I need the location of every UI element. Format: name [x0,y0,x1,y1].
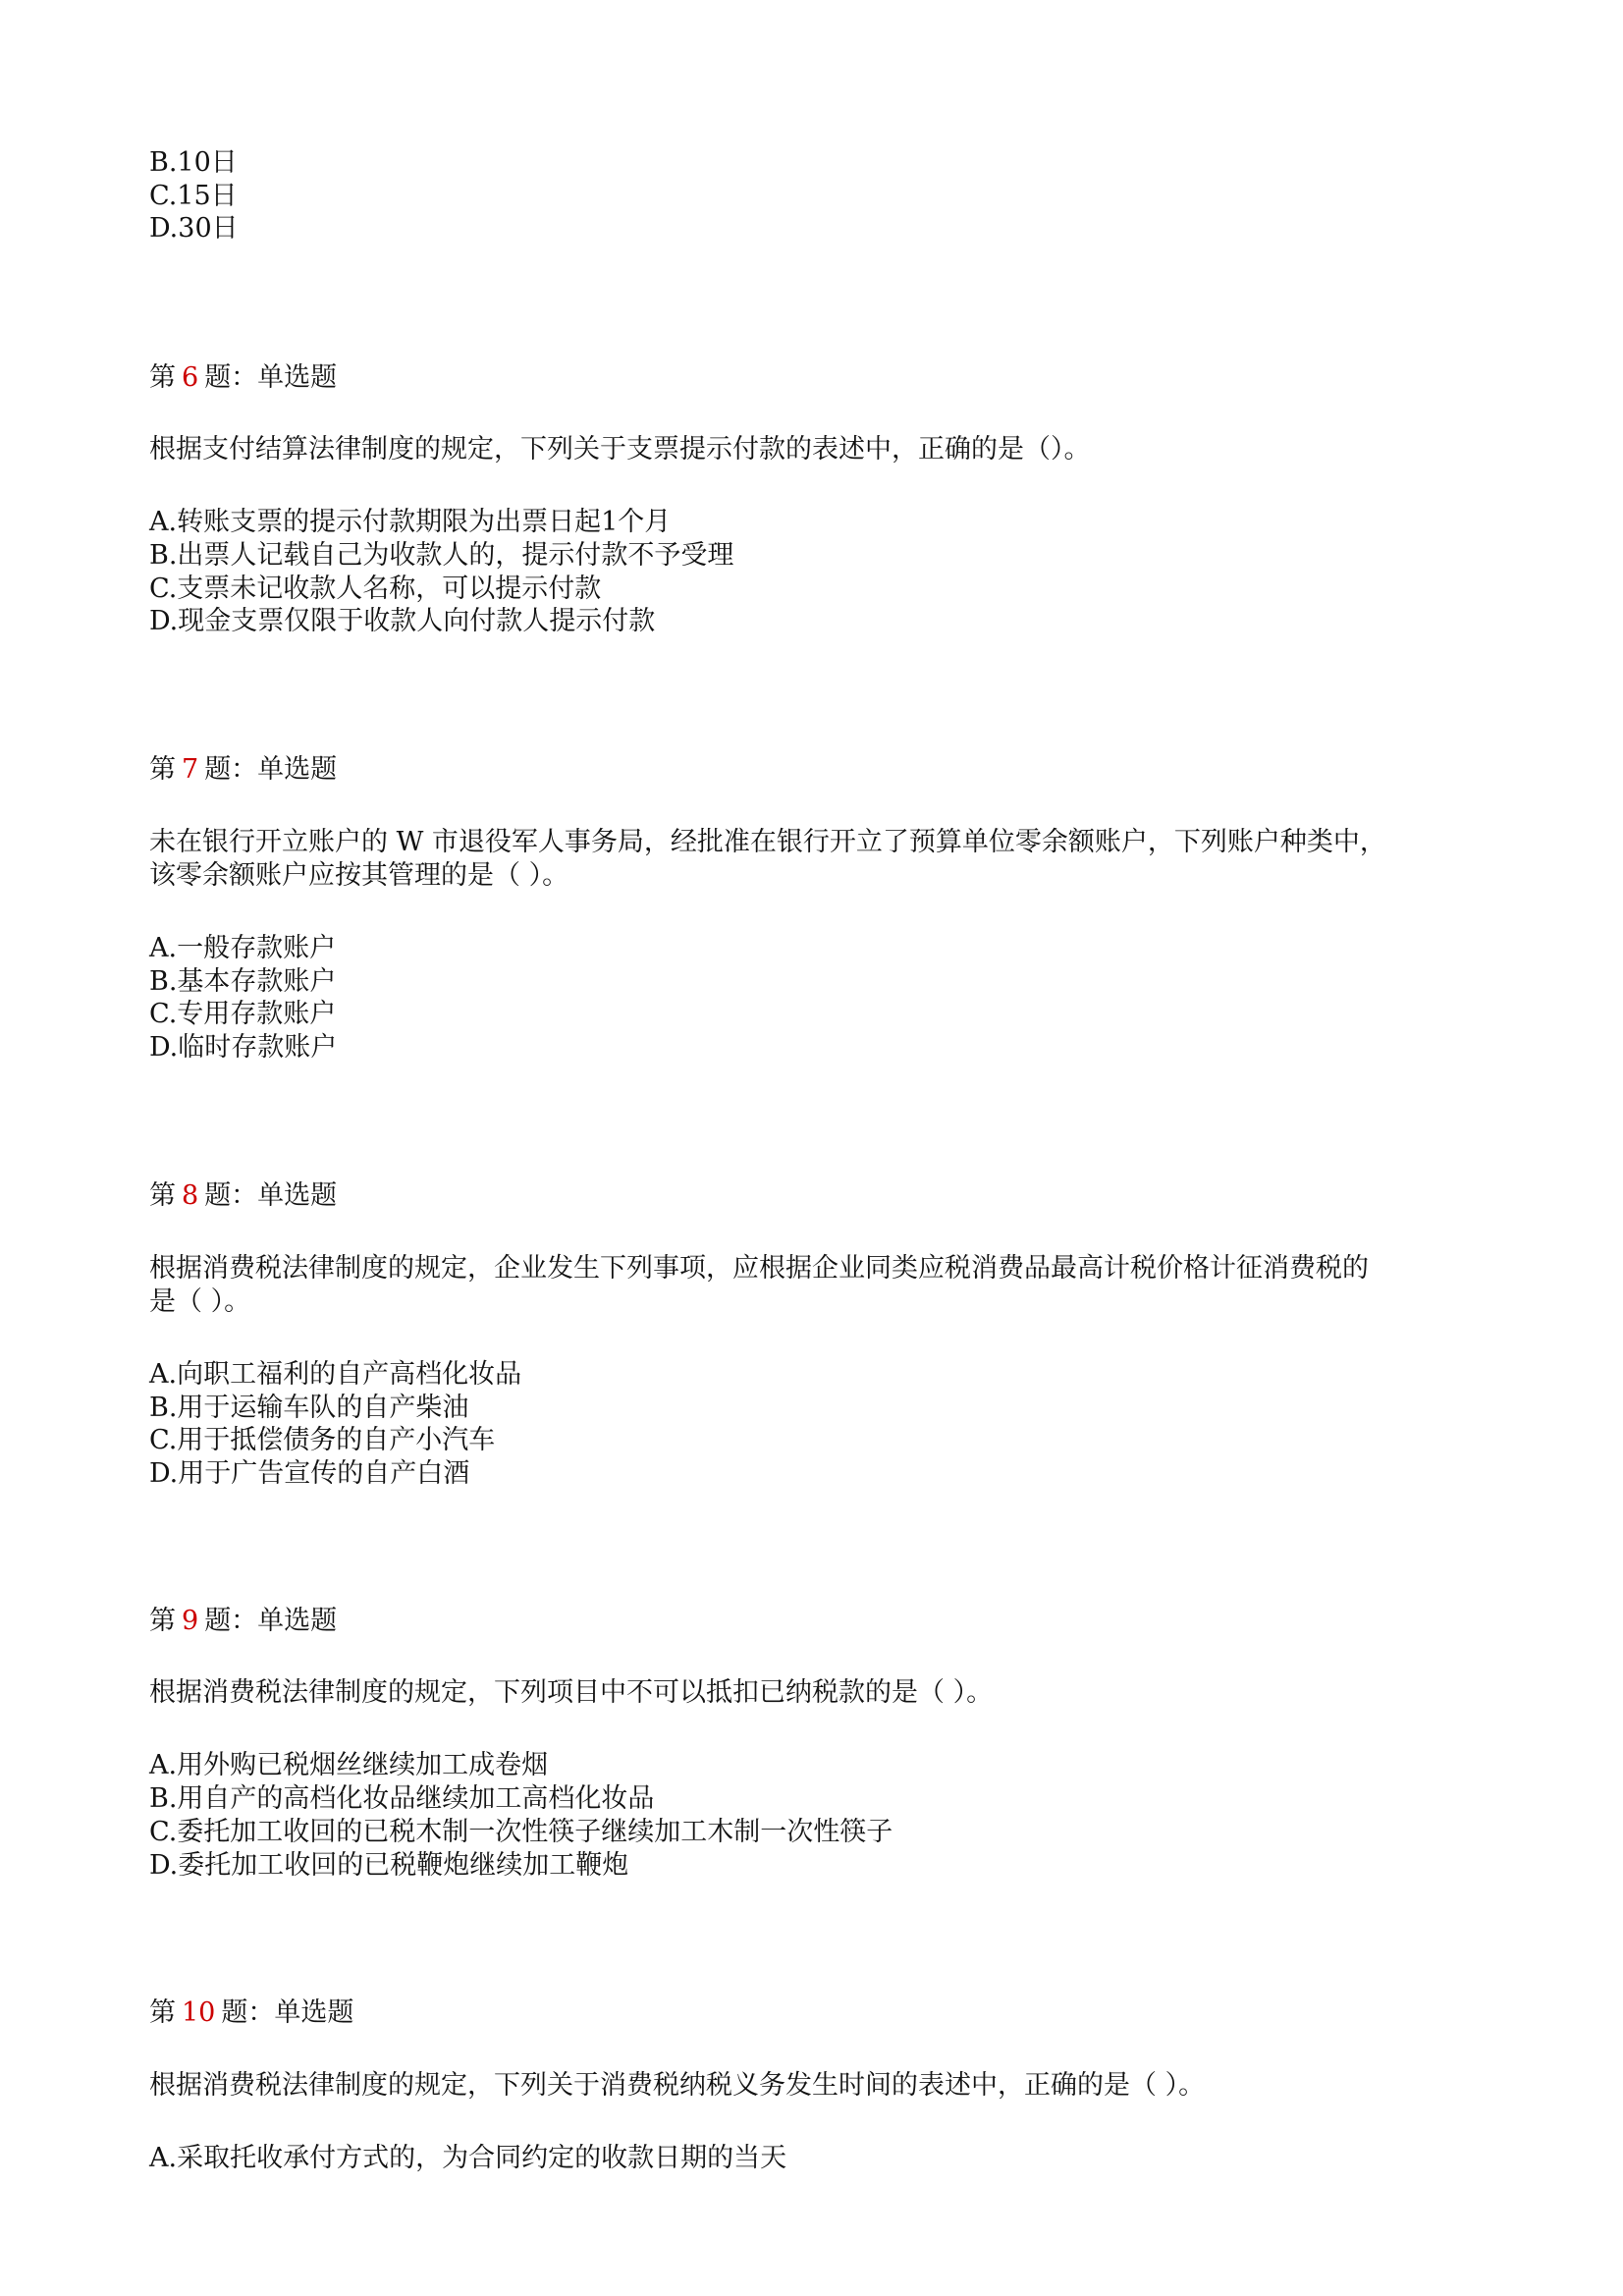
option: B.出票人记载自己为收款人的，提示付款不予受理 [149,540,734,571]
option: C.用于抵偿债务的自产小汽车 [149,1425,496,1455]
option: A.向职工福利的自产高档化妆品 [149,1359,522,1390]
question-number: 8 [182,1180,199,1211]
question-header [149,361,337,395]
question-header [149,1179,337,1213]
question-stem: 是（ ）。 [149,1286,251,1317]
question-number: 7 [182,754,199,785]
option: B.用自产的高档化妆品继续加工高档化妆品 [149,1783,655,1814]
question-header [149,753,337,787]
option: A.转账支票的提示付款期限为出票日起1个月 [149,507,672,537]
option: D.委托加工收回的已税鞭炮继续加工鞭炮 [149,1850,629,1881]
question-prefix: 第 [149,754,176,785]
question-prefix: 第 [149,1606,176,1636]
question-type: 题：单选题 [204,1180,338,1211]
question-type: 题：单选题 [204,754,338,785]
question-prefix: 第 [149,1997,176,2028]
question-number: 6 [182,362,199,393]
question-type: 题：单选题 [221,1997,354,2028]
question-stem: 根据消费税法律制度的规定，下列项目中不可以抵扣已纳税款的是（ ）。 [149,1677,994,1708]
question-prefix: 第 [149,1180,176,1211]
option: C.15日 [149,181,238,211]
question-stem: 根据消费税法律制度的规定，企业发生下列事项，应根据企业同类应税消费品最高计税价格计征消费税的 [149,1253,1369,1284]
option: C.委托加工收回的已税木制一次性筷子继续加工木制一次性筷子 [149,1817,893,1847]
option: A.一般存款账户 [149,933,337,963]
question-type: 题：单选题 [204,362,338,393]
question-number: 10 [182,1997,216,2028]
question-stem: 根据消费税法律制度的规定，下列关于消费税纳税义务发生时间的表述中，正确的是（ ）。 [149,2070,1206,2101]
option: C.支票未记收款人名称，可以提示付款 [149,574,602,604]
question-prefix: 第 [149,362,176,393]
option: D.用于广告宣传的自产白酒 [149,1458,470,1489]
option: D.30日 [149,213,239,244]
option: C.专用存款账户 [149,999,337,1029]
option: B.基本存款账户 [149,966,337,997]
option: B.用于运输车队的自产柴油 [149,1393,469,1423]
option: D.临时存款账户 [149,1032,338,1063]
question-stem: 该零余额账户应按其管理的是（ ）。 [149,860,569,891]
question-header [149,1996,353,2030]
question-stem: 未在银行开立账户的 W 市退役军人事务局，经批准在银行开立了预算单位零余额账户，下列账户种类中， [149,827,1386,857]
question-type: 题：单选题 [204,1606,338,1636]
option: A.采取托收承付方式的，为合同约定的收款日期的当天 [149,2143,787,2173]
question-stem: 根据支付结算法律制度的规定，下列关于支票提示付款的表述中，正确的是（）。 [149,434,1091,465]
option: A.用外购已税烟丝继续加工成卷烟 [149,1750,549,1780]
question-number: 9 [182,1606,199,1636]
question-header [149,1605,337,1638]
option: D.现金支票仅限于收款人向付款人提示付款 [149,606,656,636]
option: B.10日 [149,147,238,178]
